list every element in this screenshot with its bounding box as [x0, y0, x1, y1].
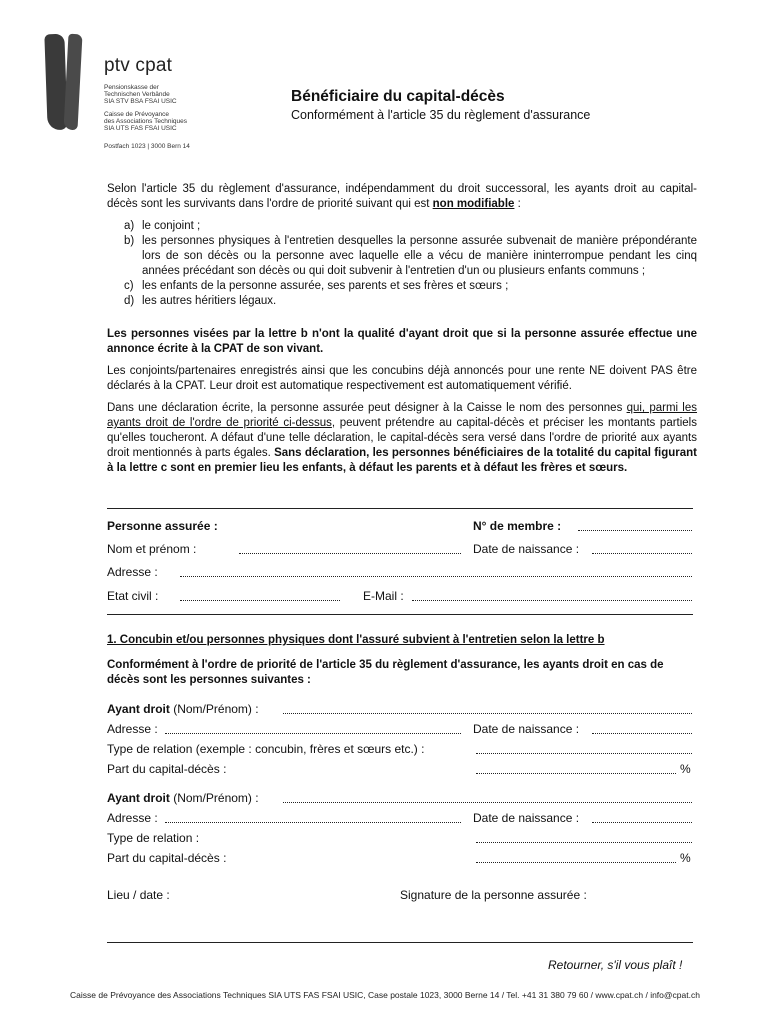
signature-line[interactable] — [107, 942, 693, 943]
address-label: Adresse : — [107, 565, 158, 579]
address-field[interactable] — [180, 565, 692, 577]
org-line: Technischen Verbände — [104, 91, 170, 98]
signature-label: Signature de la personne assurée : — [400, 888, 587, 902]
list-item: b) les personnes physiques à l'entretien desquelles la personne assurée subvenait de manière prépondérante lors de son décès ou la personne avec laquelle elle a vécu de manière ininterrompue pendant les cinq années précédant son décès ou qui doit subvenir à l'entretien d'un ou plusieurs enfants communs ; — [124, 235, 697, 277]
section-1-heading: 1. Concubin et/ou personnes physiques dont l'assuré subvient à l'entretien selon la lettre b — [107, 634, 605, 646]
notice-declaration: Dans une déclaration écrite, la personne assurée peut désigner à la Caisse le nom des personnes qui, parmi les ayants droit de l'ordre de priorité ci-dessus, peuvent prétendre au capital-décès et préciser les montants partiels qu'elles toucheront. A défaut d'une telle déclaration, le capital-décès sera versé dans l'ordre de priorité aux ayants droit mentionnés à parts égales. Sans déclaration, les personnes bénéficiaires de la totalité du capital figurant à la lettre c sont en premier lieu les enfants, à défaut les parents et à défaut les frères et sœurs. — [107, 402, 698, 474]
notice-bold: Les personnes visées par la lettre b n'ont la qualité d'ayant droit que si la personne assurée effectue une annonce écrite à la CPAT de son vivant. — [107, 328, 697, 355]
non-modifiable-emphasis: non modifiable — [432, 198, 515, 210]
list-item: a) le conjoint ; — [124, 220, 201, 232]
birthdate-label: Date de naissance : — [473, 542, 580, 556]
return-note: Retourner, s'il vous plaît ! — [548, 958, 683, 972]
beneficiary-1-relation-field[interactable] — [476, 742, 692, 754]
section-divider — [107, 614, 693, 615]
logo-mark-secondary — [63, 34, 82, 131]
org-line: Caisse de Prévoyance — [104, 111, 170, 118]
list-item: c) les enfants de la personne assurée, ses parents et ses frères et sœurs ; — [124, 280, 509, 292]
beneficiary-1-birth-label: Date de naissance : — [473, 722, 580, 736]
beneficiary-2-share-label: Part du capital-décès : — [107, 851, 227, 865]
beneficiary-1-label: Ayant droit (Nom/Prénom) : — [107, 702, 259, 716]
beneficiary-1-share-label: Part du capital-décès : — [107, 762, 227, 776]
civil-status-field[interactable] — [180, 589, 340, 601]
name-label: Nom et prénom : — [107, 542, 197, 556]
beneficiary-1-address-label: Adresse : — [107, 722, 158, 736]
org-block-fr — [104, 111, 187, 132]
beneficiary-2-birth-field[interactable] — [592, 811, 692, 823]
civil-status-label: Etat civil : — [107, 589, 159, 603]
beneficiary-1-name-field[interactable] — [283, 702, 692, 714]
org-line: Pensionskasse der — [104, 84, 159, 91]
member-number-field[interactable] — [578, 519, 692, 531]
section-1-intro: Conformément à l'ordre de priorité de l'article 35 du règlement d'assurance, les ayants droit en cas de décès sont les personnes suivantes : — [107, 659, 664, 686]
footer-contact: Caisse de Prévoyance des Associations Techniques SIA UTS FAS FSAI USIC, Case postale 1023, 3000 Berne 14 / Tel. +41 31 380 79 60 / www.cpat.ch / info@cpat.ch — [70, 990, 700, 1000]
beneficiary-2-address-field[interactable] — [165, 811, 461, 823]
beneficiary-1-relation-label: Type de relation (exemple : concubin, frères et sœurs etc.) : — [107, 742, 425, 756]
org-line: SIA UTS FAS FSAI USIC — [104, 125, 177, 132]
birthdate-field[interactable] — [592, 542, 692, 554]
member-number-label: N° de membre : — [473, 519, 562, 533]
brand-name: ptv cpat — [104, 55, 173, 76]
beneficiary-1-share-field[interactable] — [476, 762, 676, 774]
email-field[interactable] — [412, 589, 692, 601]
insured-person-label: Personne assurée : — [107, 519, 218, 533]
beneficiary-2-share-field[interactable] — [476, 851, 676, 863]
percent-sign: % — [680, 851, 691, 865]
beneficiary-2-label: Ayant droit (Nom/Prénom) : — [107, 791, 259, 805]
section-divider — [107, 508, 693, 509]
priority-list — [124, 219, 697, 309]
percent-sign: % — [680, 762, 691, 776]
beneficiary-1-birth-field[interactable] — [592, 722, 692, 734]
beneficiary-2-relation-field[interactable] — [476, 831, 692, 843]
beneficiary-2-address-label: Adresse : — [107, 811, 158, 825]
beneficiary-2-name-field[interactable] — [283, 791, 692, 803]
beneficiary-2-birth-label: Date de naissance : — [473, 811, 580, 825]
org-block-de — [104, 84, 177, 105]
document-title: Bénéficiaire du capital-décès — [291, 88, 505, 105]
notice-registered-partners: Les conjoints/partenaires enregistrés ainsi que les concubins déjà annoncés pour une rente NE doivent PAS être déclarés à la CPAT. Leur droit est automatique respectivement est automatiquement vérifié. — [107, 365, 697, 392]
org-line: des Associations Techniques — [104, 118, 187, 125]
org-line: SIA STV BSA FSAI USIC — [104, 98, 177, 105]
document-subtitle: Conformément à l'article 35 du règlement d'assurance — [291, 108, 591, 122]
org-address: Postfach 1023 | 3000 Bern 14 — [104, 143, 190, 150]
list-item: d) les autres héritiers légaux. — [124, 295, 277, 307]
place-date-label: Lieu / date : — [107, 888, 170, 902]
email-label: E-Mail : — [363, 589, 404, 603]
name-field[interactable] — [239, 542, 461, 554]
beneficiary-2-relation-label: Type de relation : — [107, 831, 200, 845]
intro-paragraph: Selon l'article 35 du règlement d'assurance, indépendamment du droit successoral, les ayants droit au capital-décès sont les survivants dans l'ordre de priorité suivant qui est non modifiable : — [107, 183, 697, 210]
beneficiary-1-address-field[interactable] — [165, 722, 461, 734]
